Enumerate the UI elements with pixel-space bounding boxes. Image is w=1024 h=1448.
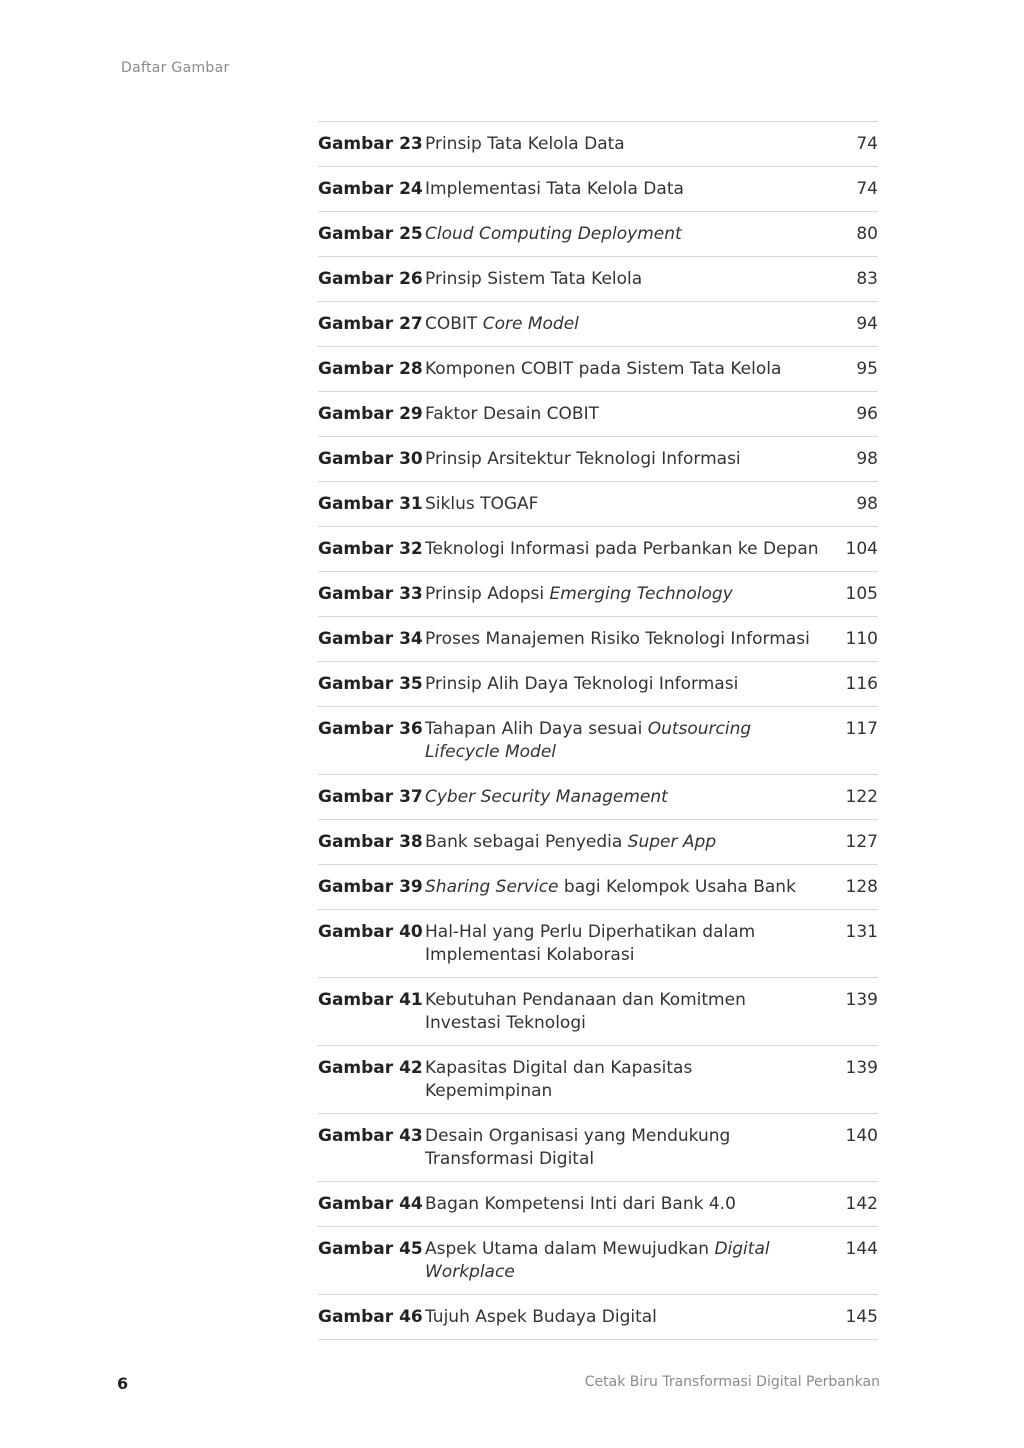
page-ref: 83 bbox=[856, 269, 878, 289]
figure-label: Gambar 32 bbox=[318, 539, 423, 559]
figure-label: Gambar 23 bbox=[318, 134, 423, 154]
figure-label: Gambar 31 bbox=[318, 494, 423, 514]
figure-label: Gambar 30 bbox=[318, 449, 423, 469]
figure-title bbox=[425, 133, 834, 156]
figure-title bbox=[425, 1238, 834, 1284]
toc-row bbox=[318, 1227, 878, 1295]
page-ref: 104 bbox=[845, 539, 878, 559]
toc-row bbox=[318, 167, 878, 212]
figure-label: Gambar 34 bbox=[318, 629, 423, 649]
page-ref: 110 bbox=[845, 629, 878, 649]
figure-title bbox=[425, 583, 834, 606]
figure-title-text: Kapasitas Digital dan Kapasitas Kepemimpinan bbox=[425, 1058, 693, 1101]
toc-row bbox=[318, 392, 878, 437]
figure-title bbox=[425, 1057, 834, 1103]
figure-title-text: Prinsip Sistem Tata Kelola bbox=[425, 269, 643, 289]
figure-label: Gambar 43 bbox=[318, 1126, 423, 1146]
page-ref: 117 bbox=[845, 719, 878, 739]
figure-label: Gambar 29 bbox=[318, 404, 423, 424]
figure-title-text: COBIT bbox=[425, 314, 483, 334]
figure-title-text: Prinsip Adopsi bbox=[425, 584, 550, 604]
figure-title-italic: Cloud Computing Deployment bbox=[425, 224, 682, 244]
figure-title-text: Siklus TOGAF bbox=[425, 494, 539, 514]
figure-label: Gambar 41 bbox=[318, 990, 423, 1010]
figure-title bbox=[425, 921, 834, 967]
page-ref: 131 bbox=[845, 922, 878, 942]
figure-title-text: bagi Kelompok Usaha Bank bbox=[558, 877, 796, 897]
figure-title-text: Proses Manajemen Risiko Teknologi Informasi bbox=[425, 629, 810, 649]
book-title: Cetak Biru Transformasi Digital Perbankan bbox=[584, 1374, 880, 1390]
toc-row bbox=[318, 482, 878, 527]
page-ref: 80 bbox=[856, 224, 878, 244]
list-of-figures bbox=[318, 121, 878, 1340]
toc-row bbox=[318, 1182, 878, 1227]
page-ref: 139 bbox=[845, 1058, 878, 1078]
page-ref: 145 bbox=[845, 1307, 878, 1327]
toc-row bbox=[318, 1295, 878, 1340]
figure-label: Gambar 39 bbox=[318, 877, 423, 897]
figure-title bbox=[425, 876, 834, 899]
toc-row bbox=[318, 910, 878, 978]
figure-title bbox=[425, 628, 834, 651]
page-ref: 74 bbox=[856, 179, 878, 199]
figure-title-italic: Outsourcing Lifecycle Model bbox=[425, 719, 752, 762]
figure-title-italic: Super App bbox=[627, 832, 717, 852]
figure-title-text: Kebutuhan Pendanaan dan Komitmen Investasi Teknologi bbox=[425, 990, 746, 1033]
figure-title bbox=[425, 989, 834, 1035]
page-ref: 96 bbox=[856, 404, 878, 424]
figure-title-text: Teknologi Informasi pada Perbankan ke Depan bbox=[425, 539, 819, 559]
figure-title-text: Komponen COBIT pada Sistem Tata Kelola bbox=[425, 359, 782, 379]
figure-title-text: Bagan Kompetensi Inti dari Bank 4.0 bbox=[425, 1194, 736, 1214]
figure-title-text: Hal-Hal yang Perlu Diperhatikan dalam Implementasi Kolaborasi bbox=[425, 922, 756, 965]
figure-title bbox=[425, 448, 834, 471]
figure-title bbox=[425, 673, 834, 696]
figure-title bbox=[425, 786, 834, 809]
running-head: Daftar Gambar bbox=[121, 60, 230, 76]
figure-label: Gambar 40 bbox=[318, 922, 423, 942]
figure-title-italic: Digital Workplace bbox=[425, 1239, 770, 1282]
figure-title-text: Prinsip Tata Kelola Data bbox=[425, 134, 625, 154]
toc-row bbox=[318, 122, 878, 167]
toc-row bbox=[318, 347, 878, 392]
figure-title bbox=[425, 223, 834, 246]
page-ref: 140 bbox=[845, 1126, 878, 1146]
page-ref: 98 bbox=[856, 494, 878, 514]
page-ref: 144 bbox=[845, 1239, 878, 1259]
toc-row bbox=[318, 865, 878, 910]
toc-row bbox=[318, 820, 878, 865]
figure-label: Gambar 36 bbox=[318, 719, 423, 739]
figure-title bbox=[425, 1193, 834, 1216]
figure-label: Gambar 27 bbox=[318, 314, 423, 334]
figure-label: Gambar 46 bbox=[318, 1307, 423, 1327]
toc-row bbox=[318, 775, 878, 820]
page-ref: 122 bbox=[845, 787, 878, 807]
figure-label: Gambar 26 bbox=[318, 269, 423, 289]
page-ref: 94 bbox=[856, 314, 878, 334]
toc-row bbox=[318, 257, 878, 302]
figure-title-text: Aspek Utama dalam Mewujudkan bbox=[425, 1239, 715, 1259]
figure-title-text: Implementasi Tata Kelola Data bbox=[425, 179, 684, 199]
figure-title-italic: Cyber Security Management bbox=[425, 787, 668, 807]
toc-row bbox=[318, 527, 878, 572]
figure-title-italic: Emerging Technology bbox=[549, 584, 733, 604]
page-ref: 95 bbox=[856, 359, 878, 379]
page-ref: 105 bbox=[845, 584, 878, 604]
toc-row bbox=[318, 212, 878, 257]
figure-label: Gambar 24 bbox=[318, 179, 423, 199]
figure-title bbox=[425, 1125, 834, 1171]
figure-title bbox=[425, 718, 834, 764]
page-number: 6 bbox=[117, 1374, 129, 1393]
figure-label: Gambar 38 bbox=[318, 832, 423, 852]
toc-row bbox=[318, 1046, 878, 1114]
toc-row bbox=[318, 707, 878, 775]
figure-title-text: Prinsip Arsitektur Teknologi Informasi bbox=[425, 449, 741, 469]
figure-title bbox=[425, 493, 834, 516]
page-ref: 139 bbox=[845, 990, 878, 1010]
figure-title bbox=[425, 178, 834, 201]
toc-row bbox=[318, 437, 878, 482]
figure-title bbox=[425, 403, 834, 426]
figure-title-text: Bank sebagai Penyedia bbox=[425, 832, 628, 852]
toc-row bbox=[318, 617, 878, 662]
figure-title-text: Faktor Desain COBIT bbox=[425, 404, 599, 424]
figure-title bbox=[425, 313, 834, 336]
page-ref: 142 bbox=[845, 1194, 878, 1214]
figure-title-italic: Sharing Service bbox=[425, 877, 559, 897]
figure-title-text: Prinsip Alih Daya Teknologi Informasi bbox=[425, 674, 739, 694]
page-ref: 127 bbox=[845, 832, 878, 852]
figure-label: Gambar 25 bbox=[318, 224, 423, 244]
figure-title bbox=[425, 538, 834, 561]
figure-label: Gambar 45 bbox=[318, 1239, 423, 1259]
figure-label: Gambar 42 bbox=[318, 1058, 423, 1078]
figure-label: Gambar 35 bbox=[318, 674, 423, 694]
toc-row bbox=[318, 978, 878, 1046]
figure-label: Gambar 33 bbox=[318, 584, 423, 604]
page-ref: 98 bbox=[856, 449, 878, 469]
page-ref: 128 bbox=[845, 877, 878, 897]
figure-label: Gambar 28 bbox=[318, 359, 423, 379]
figure-title bbox=[425, 1306, 834, 1329]
figure-title bbox=[425, 831, 834, 854]
figure-label: Gambar 44 bbox=[318, 1194, 423, 1214]
figure-title bbox=[425, 358, 834, 381]
figure-title-italic: Core Model bbox=[482, 314, 579, 334]
toc-row bbox=[318, 302, 878, 347]
figure-title-text: Tujuh Aspek Budaya Digital bbox=[425, 1307, 657, 1327]
figure-title bbox=[425, 268, 834, 291]
page-ref: 74 bbox=[856, 134, 878, 154]
page-ref: 116 bbox=[845, 674, 878, 694]
toc-row bbox=[318, 572, 878, 617]
toc-row bbox=[318, 662, 878, 707]
toc-row bbox=[318, 1114, 878, 1182]
figure-label: Gambar 37 bbox=[318, 787, 423, 807]
figure-title-text: Tahapan Alih Daya sesuai bbox=[425, 719, 648, 739]
figure-title-text: Desain Organisasi yang Mendukung Transformasi Digital bbox=[425, 1126, 731, 1169]
